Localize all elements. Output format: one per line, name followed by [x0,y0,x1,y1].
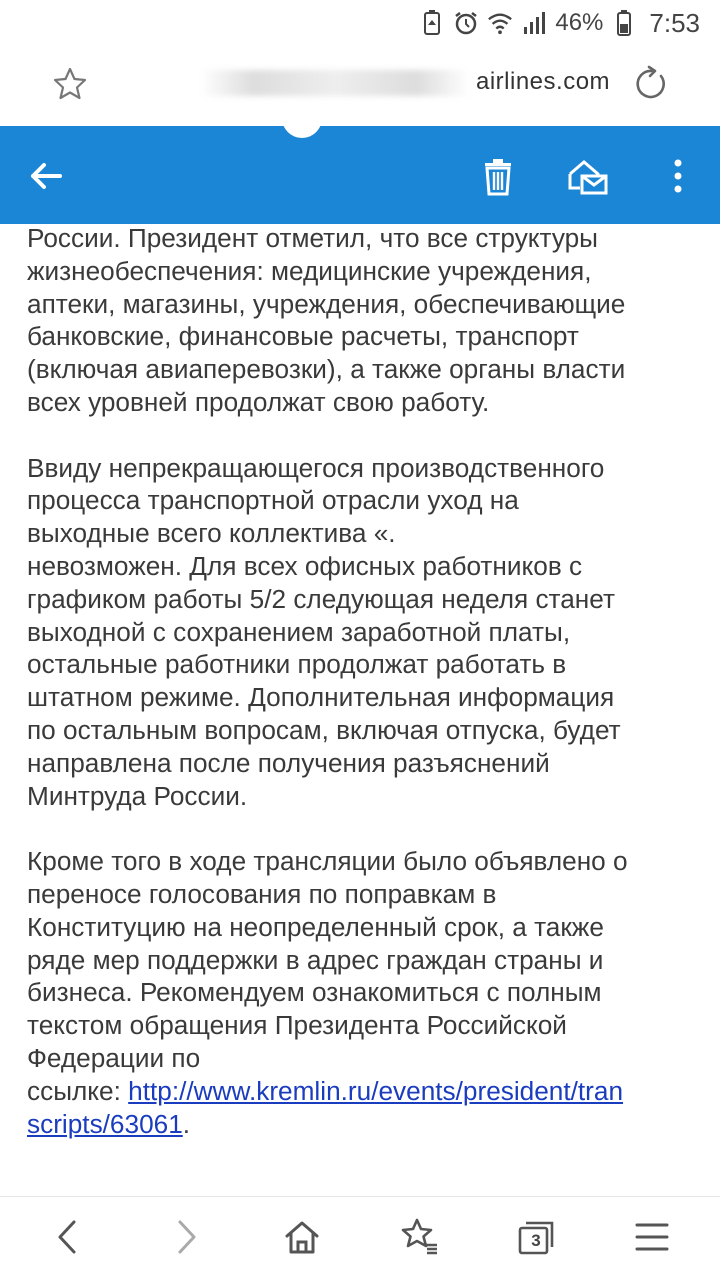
browser-url-bar [0,46,720,126]
nav-back-icon[interactable] [48,1217,88,1257]
email-paragraph: России. Президент отметил, что все структуры жизнеобеспечения: медицинские учреждения, аптеки, магазины, учреждения, обеспечивающие банковские, финансовые расчеты, транспорт (включая авиаперевозки), а также органы власти всех уровней продолжат свою работу. [27,223,626,417]
alarm-icon [453,10,479,36]
browser-bottom-nav [0,1196,720,1281]
delete-trash-icon[interactable] [476,154,520,198]
url-domain: airlines.com [476,68,611,95]
battery-saver-icon [419,10,445,36]
email-body [27,222,697,1140]
back-arrow-icon[interactable] [24,154,68,198]
more-options-icon[interactable] [656,154,700,198]
reload-icon[interactable] [630,64,670,104]
link-text-line1: http://www.kremlin.ru/events/president/tran [128,1075,624,1106]
mail-toolbar [0,126,720,224]
status-time: 7:53 [649,7,700,38]
battery-percentage: 46% [555,9,604,36]
link-trailing-period: . [182,1108,191,1139]
email-paragraph-text: Кроме того в ходе трансляции было объявлено о переносе голосования по поправкам в Конституцию на неопределенный срок, а также ряде мер поддержки в адрес граждан страны и бизнеса. Рекомендуем ознакомиться с полным текстом обращения Президента Российской Федерации по ссылке: [27,846,628,1106]
redacted-url-part [200,70,470,96]
email-paragraph: Ввиду непрекращающегося производственного процесса транспортной отрасли уход на выходные всего коллектива «. невозможен. Для всех офисных работников с графиком работы 5/2 следующая неделя станет выходной с сохранением заработной платы, остальные работники продолжат работать в штатном режиме. Дополнительная информация по остальным вопросам, включая отпуска, будет направлена после получения разъяснений Минтруда России. [27,452,621,811]
bookmark-star-icon[interactable] [52,66,88,102]
tab-count: 3 [531,1231,541,1250]
menu-icon[interactable] [632,1217,672,1257]
url-field[interactable] [200,68,610,96]
wifi-icon [487,10,513,36]
tabs-icon[interactable] [516,1217,556,1257]
home-icon[interactable] [282,1217,322,1257]
status-bar [0,0,720,46]
nav-forward-icon[interactable] [166,1217,206,1257]
link-text-line2: scripts/63061 [27,1108,183,1139]
bookmarks-icon[interactable] [400,1217,440,1257]
signal-icon [521,10,547,36]
battery-icon [611,10,637,36]
mark-unread-icon[interactable] [566,154,610,198]
email-paragraph-with-link [27,845,697,1140]
